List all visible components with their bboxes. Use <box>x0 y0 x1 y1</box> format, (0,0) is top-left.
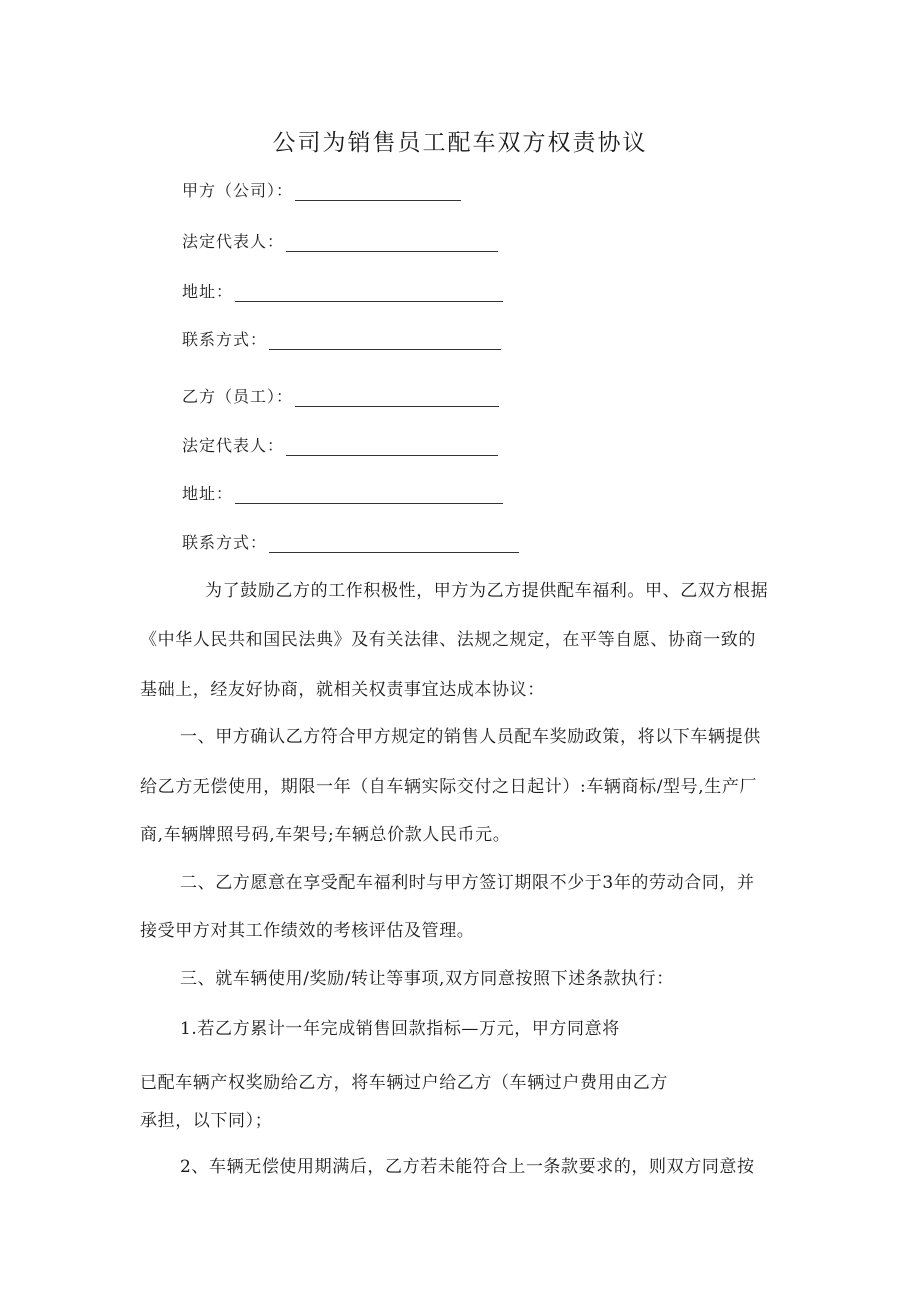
party-b-rep-label: 法定代表人： <box>182 436 285 455</box>
party-a-rep-field <box>182 229 498 252</box>
party-b-name-field <box>182 384 499 407</box>
party-b-address-field <box>182 481 503 504</box>
preamble-line-2: 《中华人民共和国民法典》及有关法律、法规之规定，在平等自愿、协商一致的 <box>140 630 756 650</box>
clause-3-item-1-line-2: 已配车辆产权奖励给乙方，将车辆过户给乙方（车辆过户费用由乙方 <box>140 1073 668 1093</box>
party-a-rep-label: 法定代表人： <box>182 232 285 251</box>
party-b-name-blank[interactable] <box>295 388 499 407</box>
clause-2-line-1: 二、乙方愿意在享受配车福利时与甲方签订期限不少于3年的劳动合同，并 <box>180 873 755 893</box>
party-b-contact-blank[interactable] <box>269 534 519 553</box>
party-a-name-field <box>182 178 461 201</box>
clause-1-line-3: 商,车辆牌照号码,车架号;车辆总价款人民币元。 <box>140 825 511 845</box>
preamble-line-1: 为了鼓励乙方的工作积极性，甲方为乙方提供配车福利。甲、乙双方根据 <box>205 581 769 601</box>
party-b-address-label: 地址： <box>182 484 234 503</box>
party-b-contact-label: 联系方式： <box>182 533 268 552</box>
party-b-address-blank[interactable] <box>235 485 503 504</box>
clause-3-item-1-line-1: 1.若乙方累计一年完成销售回款指标—万元，甲方同意将 <box>180 1019 620 1039</box>
party-a-address-label: 地址： <box>182 282 234 301</box>
clause-2-line-2: 接受甲方对其工作绩效的考核评估及管理。 <box>140 921 475 941</box>
party-a-address-field <box>182 279 503 302</box>
party-b-name-label: 乙方（员工）： <box>182 387 294 406</box>
clause-1-line-1: 一、甲方确认乙方符合甲方规定的销售人员配车奖励政策，将以下车辆提供 <box>180 727 761 747</box>
preamble-line-3: 基础上，经友好协商，就相关权责事宜达成本协议： <box>140 680 545 700</box>
party-a-name-blank[interactable] <box>295 182 461 201</box>
clause-1-line-2: 给乙方无偿使用，期限一年（自车辆实际交付之日起计）:车辆商标/型号,生产厂 <box>140 777 758 797</box>
party-b-rep-field <box>182 433 498 456</box>
party-b-rep-blank[interactable] <box>286 437 498 456</box>
party-a-contact-field <box>182 327 501 350</box>
party-a-contact-blank[interactable] <box>269 331 501 350</box>
clause-3-item-1-line-3: 承担，以下同）； <box>140 1111 273 1131</box>
clause-3-item-2-line-1: 2、车辆无偿使用期满后，乙方若未能符合上一条款要求的，则双方同意按 <box>180 1157 755 1177</box>
clause-3-heading: 三、就车辆使用/奖励/转让等事项,双方同意按照下述条款执行： <box>180 969 674 989</box>
party-a-rep-blank[interactable] <box>286 233 498 252</box>
party-a-address-blank[interactable] <box>235 283 503 302</box>
party-a-name-label: 甲方（公司）： <box>182 181 294 200</box>
document-title: 公司为销售员工配车双方权责协议 <box>272 130 648 156</box>
party-b-contact-field <box>182 530 519 553</box>
party-a-contact-label: 联系方式： <box>182 330 268 349</box>
